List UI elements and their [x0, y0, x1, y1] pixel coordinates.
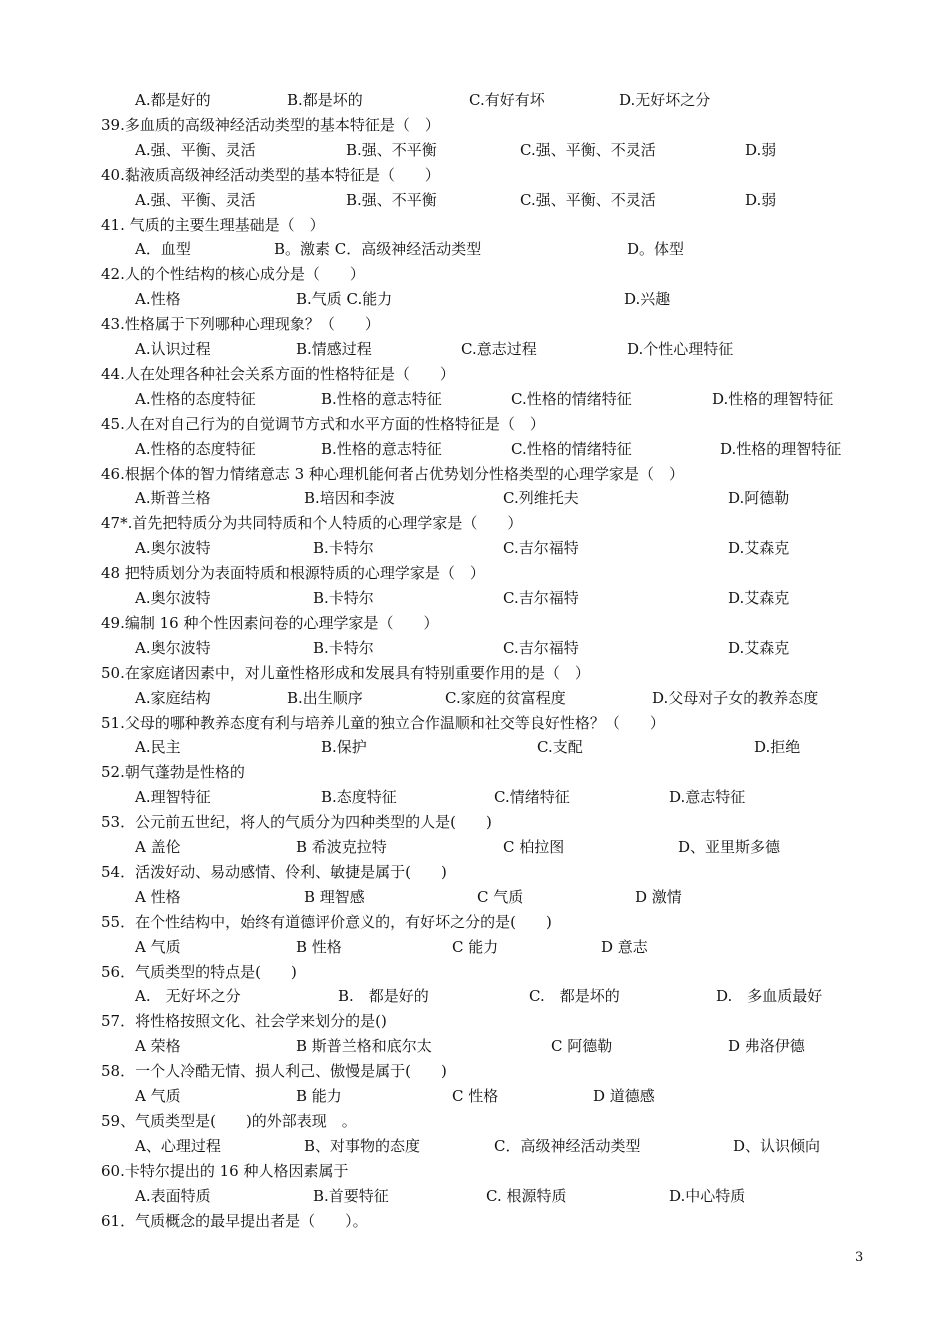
answer-option: C 阿德勒: [551, 1037, 613, 1055]
answer-option: B.性格的意志特征: [321, 440, 442, 458]
question-text: 43.性格属于下列哪种心理现象？（ ）: [101, 315, 380, 333]
answer-option: A、心理过程: [135, 1137, 221, 1155]
answer-option: D.个性心理特征: [627, 340, 734, 358]
answer-option: C.有好有坏: [469, 91, 545, 109]
options-row: [0, 536, 950, 560]
answer-option: B 理智感: [304, 888, 365, 906]
answer-option: B.卡特尔: [313, 589, 374, 607]
answer-option: A.强、平衡、灵活: [135, 191, 256, 209]
answer-option: C.意志过程: [461, 340, 537, 358]
answer-option: A.奥尔波特: [135, 539, 211, 557]
answer-option: C.吉尔福特: [503, 589, 579, 607]
question-text: 41. 气质的主要生理基础是（ ）: [101, 216, 325, 234]
options-row: [0, 1134, 950, 1158]
options-row: [0, 88, 950, 112]
answer-option: A 气质: [135, 938, 181, 956]
options-row: [0, 287, 950, 311]
answer-option: A.斯普兰格: [135, 489, 211, 507]
answer-option: B.情感过程: [296, 340, 372, 358]
answer-option: A.理智特征: [135, 788, 211, 806]
question-text: 51.父母的哪种教养态度有利与培养儿童的独立合作温顺和社交等良好性格？（ ）: [101, 714, 665, 732]
answer-option: D. 多血质最好: [716, 987, 823, 1005]
question-text: 47*.首先把特质分为共同特质和个人特质的心理学家是（ ）: [101, 514, 523, 532]
answer-option: C 能力: [452, 938, 499, 956]
answer-option: D、亚里斯多德: [678, 838, 781, 856]
answer-option: B.强、不平衡: [346, 141, 437, 159]
answer-option: D、认识倾向: [733, 1137, 821, 1155]
answer-option: A.认识过程: [135, 340, 211, 358]
question-text: 56．气质类型的特点是( ): [101, 963, 297, 981]
options-row: [0, 686, 950, 710]
answer-option: A.民主: [135, 738, 181, 756]
answer-option: D 激情: [635, 888, 682, 906]
options-row: [0, 885, 950, 909]
answer-option: C.强、平衡、不灵活: [520, 191, 656, 209]
answer-option: B 希波克拉特: [296, 838, 387, 856]
answer-option: B.首要特征: [313, 1187, 389, 1205]
answer-option: D.艾森克: [728, 589, 790, 607]
options-row: [0, 387, 950, 411]
options-row: [0, 735, 950, 759]
answer-option: B.性格的意志特征: [321, 390, 442, 408]
answer-option: A. 无好坏之分: [135, 987, 241, 1005]
answer-option: D.阿德勒: [728, 489, 790, 507]
answer-option: A.性格的态度特征: [135, 390, 256, 408]
answer-option: D.拒绝: [754, 738, 801, 756]
options-row: [0, 935, 950, 959]
answer-option: D。体型: [627, 240, 685, 258]
options-row: [0, 1084, 950, 1108]
question-text: 44.人在处理各种社会关系方面的性格特征是（ ）: [101, 365, 455, 383]
answer-option: C.支配: [537, 738, 583, 756]
answer-option: C.家庭的贫富程度: [445, 689, 566, 707]
question-text: 39.多血质的高级神经活动类型的基本特征是（ ）: [101, 116, 440, 134]
options-row: [0, 1034, 950, 1058]
question-text: 53．公元前五世纪，将人的气质分为四种类型的人是( ): [101, 813, 492, 831]
answer-option: C.情绪特征: [494, 788, 570, 806]
question-text: 57．将性格按照文化、社会学来划分的是(): [101, 1012, 387, 1030]
answer-option: C 柏拉图: [503, 838, 565, 856]
question-text: 46.根据个体的智力情绪意志 3 种心理机能何者占优势划分性格类型的心理学家是（ ）: [101, 465, 684, 483]
question-text: 55．在个性结构中，始终有道德评价意义的，有好坏之分的是( ): [101, 913, 552, 931]
answer-option: A 荣格: [135, 1037, 181, 1055]
answer-option: A.奥尔波特: [135, 589, 211, 607]
options-row: [0, 486, 950, 510]
question-text: 60.卡特尔提出的 16 种人格因素属于: [101, 1162, 349, 1180]
answer-option: D.性格的理智特征: [712, 390, 834, 408]
question-text: 40.黏液质高级神经活动类型的基本特征是（ ）: [101, 166, 440, 184]
answer-option: C 气质: [477, 888, 524, 906]
question-text: 49.编制 16 种个性因素问卷的心理学家是（ ）: [101, 614, 439, 632]
answer-option: C.性格的情绪特征: [511, 440, 632, 458]
answer-option: D.艾森克: [728, 539, 790, 557]
answer-option: A 性格: [135, 888, 181, 906]
options-row: [0, 586, 950, 610]
answer-option: D.意志特征: [669, 788, 746, 806]
answer-option: C．高级神经活动类型: [494, 1137, 641, 1155]
answer-option: B.卡特尔: [313, 539, 374, 557]
question-text: 42.人的个性结构的核心成分是（ ）: [101, 265, 365, 283]
answer-option: D.无好坏之分: [619, 91, 711, 109]
options-row: [0, 188, 950, 212]
answer-option: C.强、平衡、不灵活: [520, 141, 656, 159]
answer-option: B. 都是好的: [338, 987, 429, 1005]
answer-option: C. 都是坏的: [529, 987, 620, 1005]
answer-option: C.吉尔福特: [503, 639, 579, 657]
answer-option: B.保护: [321, 738, 367, 756]
answer-option: D.艾森克: [728, 639, 790, 657]
options-row: [0, 835, 950, 859]
answer-option: C 性格: [452, 1087, 499, 1105]
answer-option: D.弱: [745, 191, 777, 209]
answer-option: A.表面特质: [135, 1187, 211, 1205]
answer-option: B.气质 C.能力: [296, 290, 393, 308]
question-text: 48 把特质划分为表面特质和根源特质的心理学家是（ ）: [101, 564, 485, 582]
answer-option: A.性格: [135, 290, 181, 308]
answer-option: A.性格的态度特征: [135, 440, 256, 458]
options-row: [0, 437, 950, 461]
answer-option: A.奥尔波特: [135, 639, 211, 657]
options-row: [0, 785, 950, 809]
answer-option: B。激素 C．高级神经活动类型: [274, 240, 482, 258]
answer-option: A.强、平衡、灵活: [135, 141, 256, 159]
answer-option: A．血型: [135, 240, 191, 258]
answer-option: A.都是好的: [135, 91, 211, 109]
answer-option: D.兴趣: [624, 290, 671, 308]
answer-option: C.吉尔福特: [503, 539, 579, 557]
answer-option: A 气质: [135, 1087, 181, 1105]
question-text: 54．活泼好动、易动感情、伶利、敏捷是属于( ): [101, 863, 447, 881]
answer-option: B 性格: [296, 938, 342, 956]
answer-option: C.性格的情绪特征: [511, 390, 632, 408]
answer-option: B 能力: [296, 1087, 342, 1105]
answer-option: D 道德感: [593, 1087, 655, 1105]
question-text: 58．一个人冷酷无情、损人利己、傲慢是属于( ): [101, 1062, 447, 1080]
options-row: [0, 984, 950, 1008]
page-number: 3: [855, 1250, 864, 1265]
answer-option: B.培因和李波: [304, 489, 395, 507]
answer-option: C.列维托夫: [503, 489, 579, 507]
answer-option: B.强、不平衡: [346, 191, 437, 209]
answer-option: B 斯普兰格和底尔太: [296, 1037, 432, 1055]
answer-option: D.性格的理智特征: [720, 440, 842, 458]
answer-option: B.都是坏的: [287, 91, 363, 109]
question-text: 59、气质类型是( )的外部表现 。: [101, 1112, 357, 1130]
question-text: 45.人在对自己行为的自觉调节方式和水平方面的性格特征是（ ）: [101, 415, 545, 433]
question-text: 52.朝气蓬勃是性格的: [101, 763, 245, 781]
answer-option: B.态度特征: [321, 788, 397, 806]
answer-option: D.弱: [745, 141, 777, 159]
answer-option: D.中心特质: [669, 1187, 746, 1205]
answer-option: A.家庭结构: [135, 689, 211, 707]
answer-option: B.卡特尔: [313, 639, 374, 657]
options-row: [0, 1184, 950, 1208]
answer-option: D.父母对子女的教养态度: [652, 689, 819, 707]
answer-option: B、对事物的态度: [304, 1137, 421, 1155]
answer-option: A 盖伦: [135, 838, 181, 856]
answer-option: D 意志: [601, 938, 648, 956]
options-row: [0, 337, 950, 361]
options-row: [0, 237, 950, 261]
options-row: [0, 636, 950, 660]
answer-option: C. 根源特质: [486, 1187, 567, 1205]
question-text: 61．气质概念的最早提出者是（ ）。: [101, 1212, 368, 1230]
options-row: [0, 138, 950, 162]
answer-option: B.出生顺序: [287, 689, 363, 707]
question-text: 50.在家庭诸因素中，对儿童性格形成和发展具有特别重要作用的是（ ）: [101, 664, 590, 682]
answer-option: D 弗洛伊德: [728, 1037, 805, 1055]
